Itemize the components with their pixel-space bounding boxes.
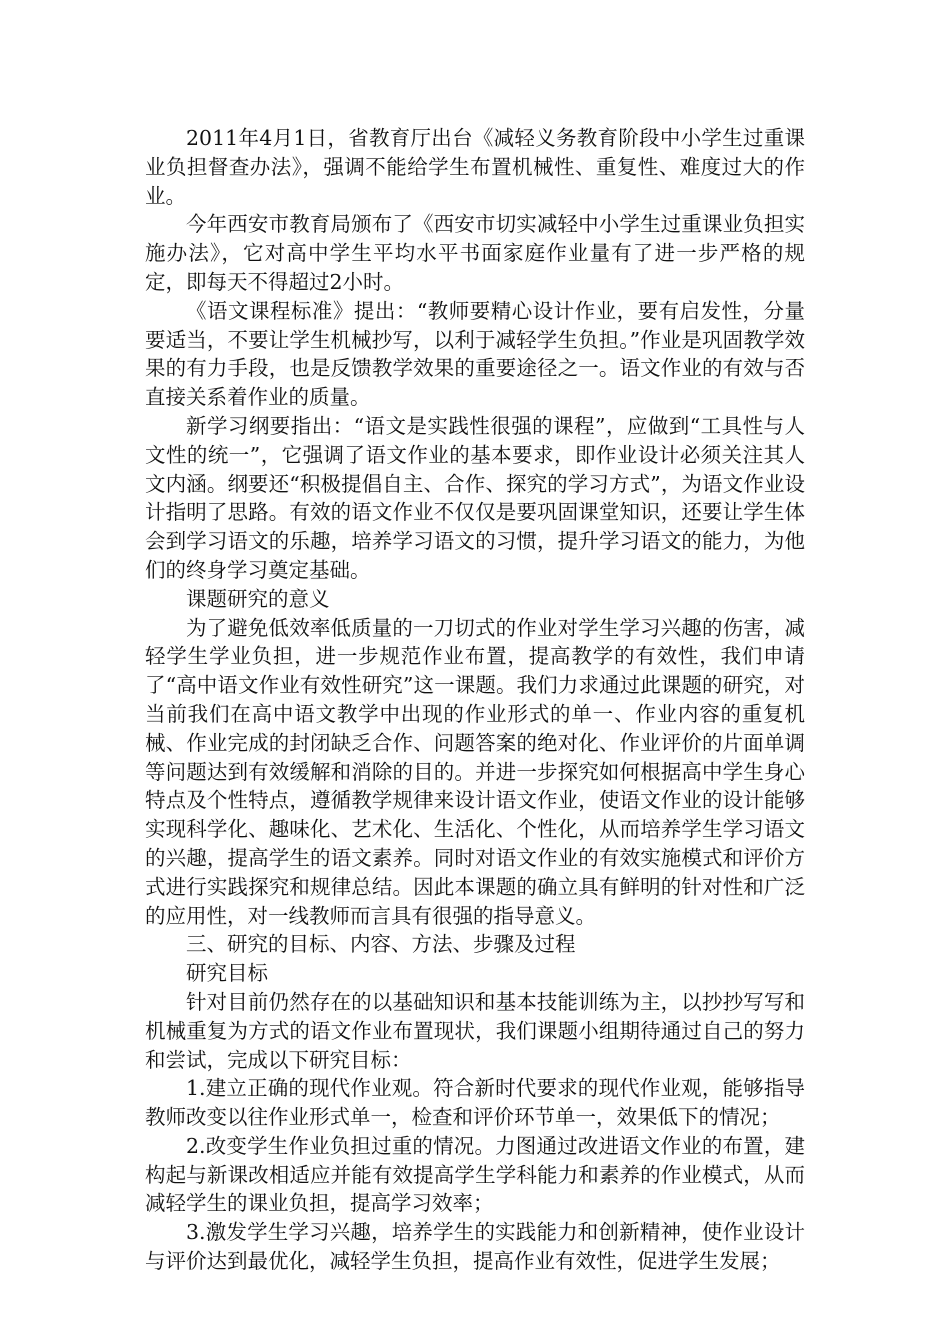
- list-item-goal-2: 2.改变学生作业负担过重的情况。力图通过改进语文作业的布置，建构起与新课改相适应并能有效提高学生学科能力和素养的作业模式，从而减轻学生的课业负担，提高学习效率；: [145, 1133, 805, 1216]
- paragraph-xian-measures: 今年西安市教育局颁布了《西安市切实减轻中小学生过重课业负担实施办法》，它对高中学生平均水平书面家庭作业量有了进一步严格的规定，即每天不得超过2小时。: [145, 212, 805, 294]
- paragraph-policy-2011: 2011年4月1日，省教育厅出台《减轻义务教育阶段中小学生过重课业负担督查办法》，强调不能给学生布置机械性、重复性、难度过大的作业。: [145, 126, 805, 208]
- paragraph-goals-intro: 针对目前仍然存在的以基础知识和基本技能训练为主，以抄抄写写和机械重复为方式的语文作业布置现状，我们课题小组期待通过自己的努力和尝试，完成以下研究目标：: [145, 989, 805, 1072]
- section-heading-part-three: 三、研究的目标、内容、方法、步骤及过程: [186, 932, 576, 957]
- paragraph-new-outline: 新学习纲要指出：“语文是实践性很强的课程”，应做到“工具性与人文性的统一”，它强调了语文作业的基本要求，即作业设计必须关注其人文内涵。纲要还“积极提倡自主、合作、探究的学习方式”，为语文作业设计指明了思路。有效的语文作业不仅仅是要巩固课堂知识，还要让学生体会到学习语文的乐趣，培养学习语文的习惯，提升学习语文的能力，为他们的终身学习奠定基础。: [145, 413, 805, 582]
- section-heading-goals: 研究目标: [186, 961, 268, 986]
- list-item-goal-1: 1.建立正确的现代作业观。符合新时代要求的现代作业观，能够指导教师改变以往作业形式单一，检查和评价环节单一，效果低下的情况；: [145, 1076, 805, 1130]
- paragraph-curriculum-standard: 《语文课程标准》提出：“教师要精心设计作业，要有启发性，分量要适当，不要让学生机械抄写，以利于减轻学生负担。”作业是巩固教学效果的有力手段，也是反馈教学效果的重要途径之一。语文作业的有效与否直接关系着作业的质量。: [145, 298, 805, 410]
- document-body: [145, 124, 805, 1276]
- section-heading-significance: 课题研究的意义: [186, 586, 330, 611]
- paragraph-significance: 为了避免低效率低质量的一刀切式的作业对学生学习兴趣的伤害，减轻学生学业负担，进一步规范作业布置，提高教学的有效性，我们申请了“高中语文作业有效性研究”这一课题。我们力求通过此课题的研究，对当前我们在高中语文教学中出现的作业形式的单一、作业内容的重复机械、作业完成的封闭缺乏合作、问题答案的绝对化、作业评价的片面单调等问题达到有效缓解和消除的目的。并进一步探究如何根据高中学生身心特点及个性特点，遵循教学规律来设计语文作业，使语文作业的设计能够实现科学化、趣味化、艺术化、生活化、个性化，从而培养学生学习语文的兴趣，提高学生的语文素养。同时对语文作业的有效实施模式和评价方式进行实践探究和规律总结。因此本课题的确立具有鲜明的针对性和广泛的应用性，对一线教师而言具有很强的指导意义。: [145, 615, 805, 928]
- list-item-goal-3: 3.激发学生学习兴趣，培养学生的实践能力和创新精神，使作业设计与评价达到最优化，减轻学生负担，提高作业有效性，促进学生发展；: [145, 1220, 805, 1274]
